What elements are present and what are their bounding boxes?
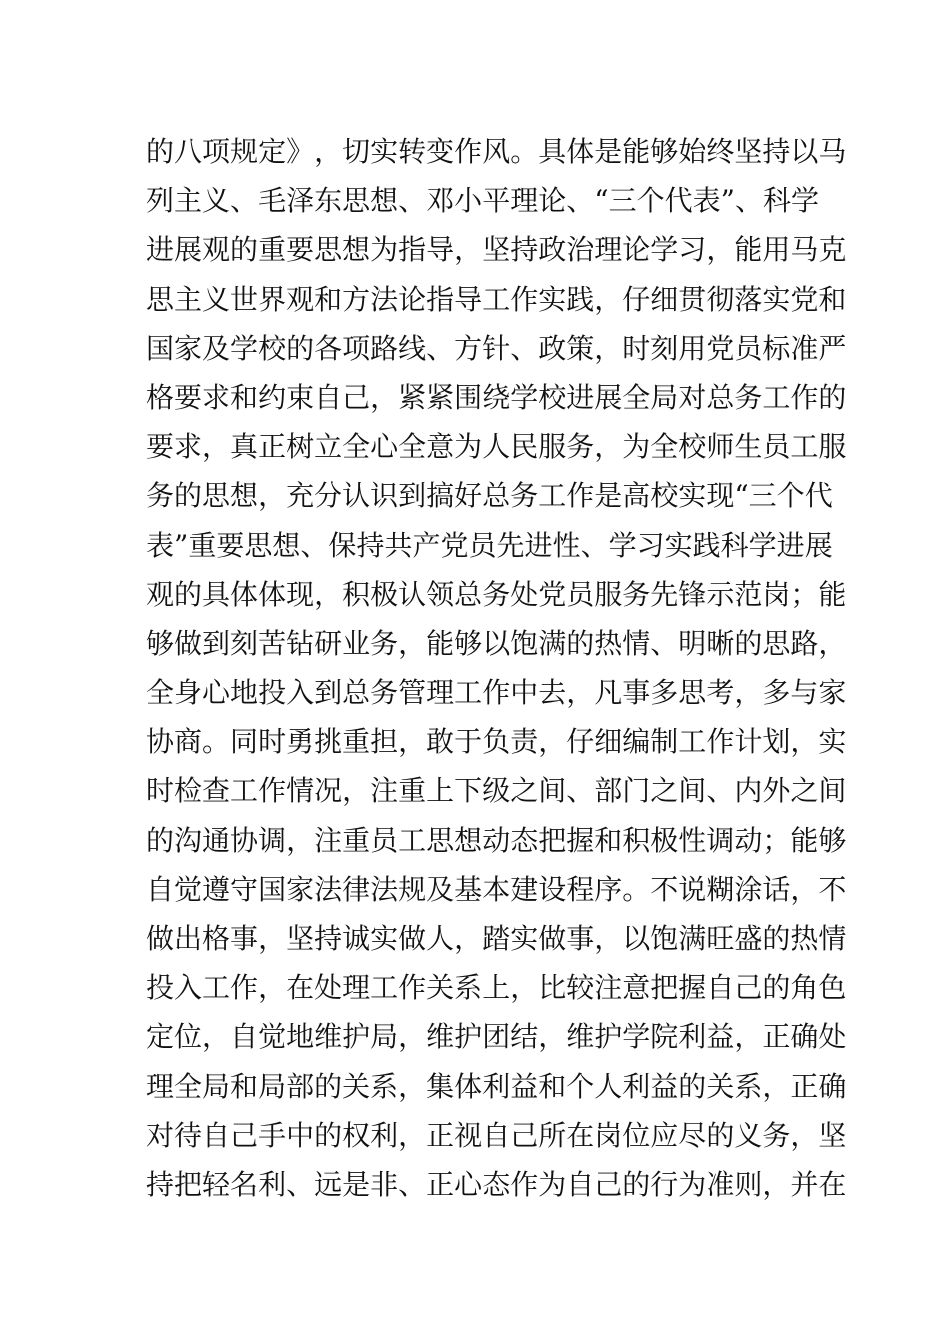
text-line-4: 思 主 义 世 界 观 和 方 法 论 指 导 工 作 实 践 ， 仔 细 贯 彻 落 实 党 和	[146, 282, 847, 316]
text-line-22: 持 把 轻 名 利 、 远 是 非 、 正 心 态 作 为 自 己 的 行 为 准 则 ， 并 在	[146, 1167, 847, 1201]
text-line-15: 的 沟 通 协 调 ， 注 重 员 工 思 想 动 态 把 握 和 积 极 性 调 动 ； 能 够	[146, 823, 847, 857]
text-line-10: 观 的 具 体 体 现 ， 积 极 认 领 总 务 处 党 员 服 务 先 锋 示 范 岗 ； 能	[146, 577, 847, 611]
text-line-9: 表 ” 重 要 思 想 、 保 持 共 产 党 员 先 进 性 、 学 习 实 践 科 学 进 展	[146, 528, 833, 562]
text-line-14: 时 检 查 工 作 情 况 ， 注 重 上 下 级 之 间 、 部 门 之 间 、 内 外 之 间	[146, 774, 847, 808]
text-line-13: 协 商 。 同 时 勇 挑 重 担 ， 敢 于 负 责 ， 仔 细 编 制 工 作 计 划 ， 实	[146, 725, 847, 759]
text-line-5: 国 家 及 学 校 的 各 项 路 线 、 方 针 、 政 策 ， 时 刻 用 党 员 标 准 严	[146, 331, 847, 365]
text-line-7: 要 求 ， 真 正 树 立 全 心 全 意 为 人 民 服 务 ， 为 全 校 师 生 员 工 服	[146, 430, 847, 464]
text-line-2: 列 主 义 、 毛 泽 东 思 想 、 邓 小 平 理 论 、 “ 三 个 代 表 ” 、 科 学	[146, 184, 820, 218]
text-line-3: 进 展 观 的 重 要 思 想 为 指 导 ， 坚 持 政 治 理 论 学 习 ， 能 用 马 克	[146, 233, 847, 267]
text-line-17: 做 出 格 事 ， 坚 持 诚 实 做 人 ， 踏 实 做 事 ， 以 饱 满 旺 盛 的 热 情	[146, 922, 847, 955]
text-line-21: 对 待 自 己 手 中 的 权 利 ， 正 视 自 己 所 在 岗 位 应 尽 的 义 务 ， 坚	[146, 1118, 847, 1152]
text-line-18: 投 入 工 作 ， 在 处 理 工 作 关 系 上 ， 比 较 注 意 把 握 自 己 的 角 色	[146, 971, 847, 1005]
text-line-8: 务 的 思 想 ， 充 分 认 识 到 搞 好 总 务 工 作 是 高 校 实 现 “ 三 个 代	[146, 479, 833, 513]
text-line-11: 够 做 到 刻 苦 钻 研 业 务 ， 能 够 以 饱 满 的 热 情 、 明 晰 的 思 路 ，	[146, 626, 847, 660]
text-line-12: 全 身 心 地 投 入 到 总 务 管 理 工 作 中 去 ， 凡 事 多 思 考 ， 多 与 家	[146, 676, 847, 710]
text-line-6: 格 要 求 和 约 束 自 己 ， 紧 紧 围 绕 学 校 进 展 全 局 对 总 务 工 作 的	[146, 380, 847, 414]
text-line-20: 理 全 局 和 局 部 的 关 系 ， 集 体 利 益 和 个 人 利 益 的 关 系 ， 正 确	[146, 1069, 847, 1103]
text-line-16: 自 觉 遵 守 国 家 法 律 法 规 及 基 本 建 设 程 序 。 不 说 糊 涂 话 ， 不	[146, 872, 847, 906]
body-text	[146, 127, 847, 1209]
text-line-19: 定 位 ， 自 觉 地 维 护 局 ， 维 护 团 结 ， 维 护 学 院 利 益 ， 正 确 处	[146, 1020, 847, 1054]
text-line-1: 的 八 项 规 定 》 ， 切 实 转 变 作 风 。 具 体 是 能 够 始 终 坚 持 以 马	[146, 135, 847, 168]
